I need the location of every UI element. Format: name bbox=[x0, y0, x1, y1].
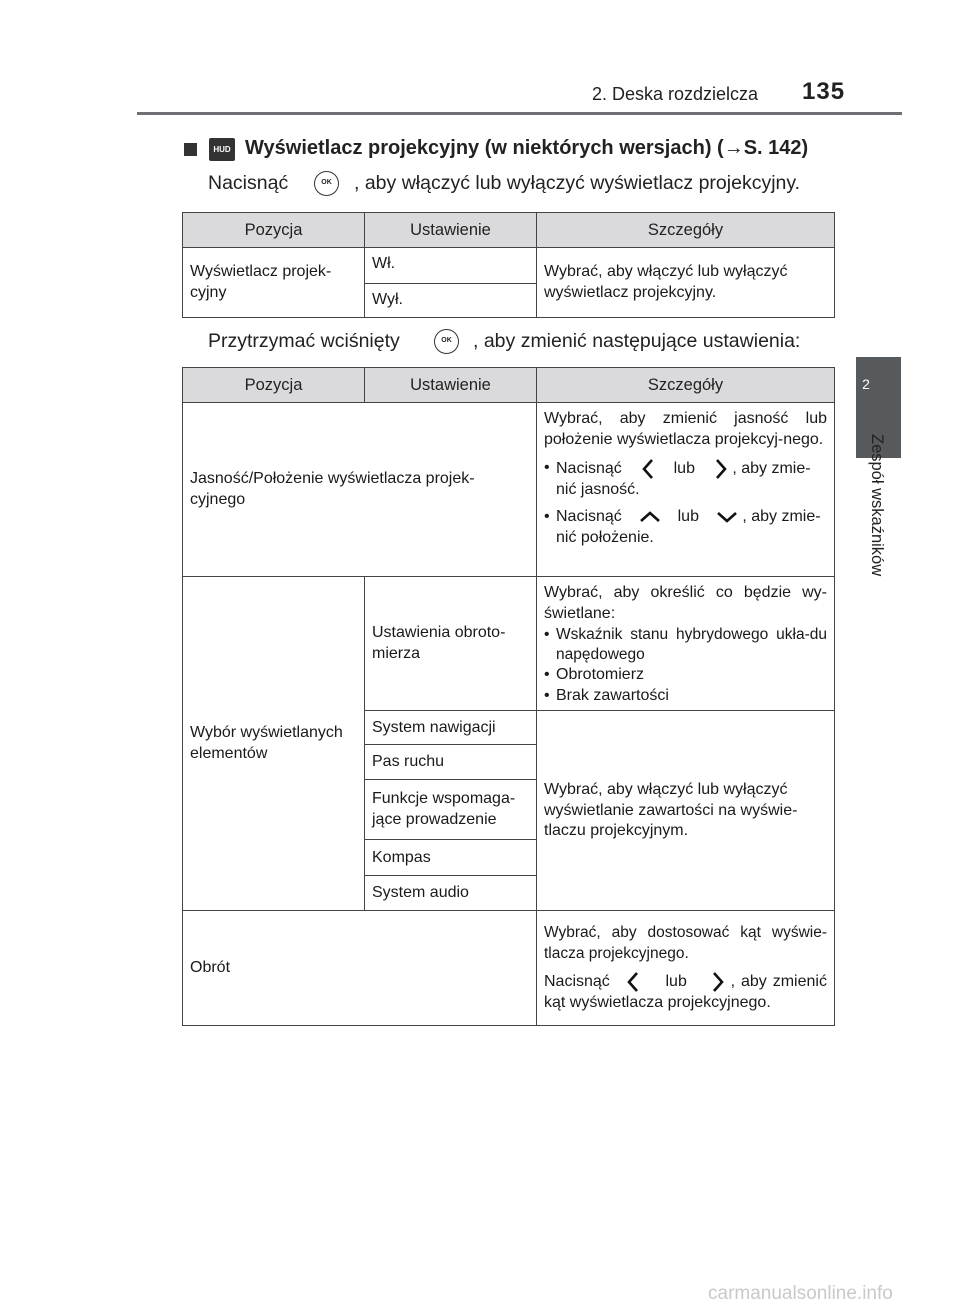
reference-arrow-icon: → bbox=[723, 137, 744, 159]
table2-header-ustawienie: Ustawienie bbox=[365, 368, 537, 403]
setting-lane: Pas ruchu bbox=[365, 745, 537, 780]
rotation-description: Wybrać, aby dostosować kąt wyświe-tlacza projekcyjnego. bbox=[544, 924, 827, 962]
position-press-label: Nacisnąć bbox=[556, 508, 622, 526]
setting-driving-support: Funkcje wspomaga-jące prowadzenie bbox=[365, 780, 537, 840]
display-elements-item: Wybór wyświetlanych elementów bbox=[183, 577, 365, 911]
rotation-details bbox=[537, 911, 835, 1026]
hud-icon: HUD bbox=[209, 138, 235, 161]
tachometer-details bbox=[537, 577, 835, 711]
rotation-item: Obrót bbox=[183, 911, 537, 1026]
intro-text-2-after: , aby zmienić następujące ustawienia: bbox=[473, 330, 801, 352]
intro-text-2-before: Przytrzymać wciśnięty bbox=[208, 330, 400, 352]
tachometer-option: • Obrotomierz bbox=[544, 665, 827, 686]
table1-header-szczegoly: Szczegóły bbox=[537, 213, 835, 248]
tachometer-option: • Wskaźnik stanu hybrydowego ukła-du napędowego bbox=[544, 625, 827, 665]
table1-item-line1: Wyświetlacz projek- bbox=[190, 262, 332, 280]
table1-item-cell bbox=[183, 248, 365, 318]
hud-settings-table bbox=[182, 367, 835, 1026]
brightness-press-label: Nacisnąć bbox=[556, 459, 622, 477]
brightness-position-details bbox=[537, 403, 835, 577]
tachometer-settings: Ustawienia obroto-mierza bbox=[365, 577, 537, 711]
tachometer-option-text: Brak zawartości bbox=[556, 686, 669, 704]
brightness-bullet: • Nacisnąć lub , aby zmie-nić jasność. bbox=[544, 458, 811, 498]
brightness-position-item-line1: Jasność/Położenie wyświetlacza projek- bbox=[190, 469, 475, 487]
hud-toggle-table bbox=[182, 212, 835, 318]
tachometer-option-text: Wskaźnik stanu hybrydowego ukła-du napędowego bbox=[556, 625, 827, 663]
table1-details: Wybrać, aby włączyć lub wyłączyć wyświetlacz projekcyjny. bbox=[537, 248, 835, 318]
intro-text-1-after: , aby włączyć lub wyłączyć wyświetlacz projekcyjny. bbox=[354, 172, 801, 194]
rotation-press-label: Nacisnąć bbox=[544, 972, 610, 990]
section-title-text: Wyświetlacz projekcyjny (w niektórych wersjach) ( bbox=[245, 137, 724, 159]
watermark: carmanualsonline.info bbox=[708, 1283, 893, 1304]
header-rule bbox=[137, 112, 902, 115]
ok-button-icon: OK bbox=[434, 329, 459, 354]
setting-navigation: System nawigacji bbox=[365, 711, 537, 745]
position-bullet: • Nacisnąć lub , aby zmie-nić położenie. bbox=[544, 508, 821, 547]
brightness-or-label: lub bbox=[673, 459, 695, 477]
brightness-position-description: Wybrać, aby zmienić jasność lub położenie wyświetlacza projekcyj-nego. bbox=[544, 410, 827, 448]
chevron-left-icon bbox=[641, 458, 655, 480]
setting-compass: Kompas bbox=[365, 840, 537, 876]
chapter-tab-number: 2 bbox=[862, 376, 870, 392]
section-page-ref: S. 142) bbox=[743, 137, 809, 159]
brightness-result-label: , aby zmie-nić jasność. bbox=[556, 459, 811, 498]
table1-header-ustawienie: Ustawienie bbox=[365, 213, 537, 248]
rotation-or-label: lub bbox=[665, 972, 687, 990]
table1-setting-on: Wł. bbox=[365, 248, 537, 284]
brightness-position-item bbox=[183, 403, 537, 577]
intro-text-1-before: Nacisnąć bbox=[208, 172, 289, 194]
chevron-left-icon bbox=[626, 971, 640, 993]
chevron-right-icon bbox=[714, 458, 728, 480]
setting-audio: System audio bbox=[365, 876, 537, 911]
position-result-label: , aby zmie-nić położenie. bbox=[556, 508, 821, 547]
chevron-down-icon bbox=[716, 510, 738, 524]
tachometer-details-intro: Wybrać, aby określić co będzie wy-świetlane: bbox=[544, 584, 827, 622]
chevron-right-icon bbox=[711, 971, 725, 993]
ok-button-icon: OK bbox=[314, 171, 339, 196]
section-bullet-icon bbox=[184, 143, 197, 156]
brightness-position-item-line2: cyjnego bbox=[190, 490, 246, 508]
table2-header-pozycja: Pozycja bbox=[183, 368, 365, 403]
table1-setting-off: Wył. bbox=[365, 284, 537, 318]
table1-item-line2: cyjny bbox=[190, 283, 227, 301]
rotation-instruction bbox=[544, 971, 827, 1014]
section-title bbox=[245, 137, 808, 160]
table2-header-szczegoly: Szczegóły bbox=[537, 368, 835, 403]
page-number: 135 bbox=[802, 78, 846, 105]
chapter-tab-label: Zespół wskaźników bbox=[868, 434, 886, 577]
rotation-result-label: , aby zmienić kąt wyświetlacza projekcyjnego. bbox=[544, 972, 827, 1011]
chevron-up-icon bbox=[639, 510, 661, 524]
table1-header-pozycja: Pozycja bbox=[183, 213, 365, 248]
running-header-section: 2. Deska rozdzielcza bbox=[592, 84, 759, 104]
tachometer-option-text: Obrotomierz bbox=[556, 665, 645, 683]
tachometer-option: • Brak zawartości bbox=[544, 686, 827, 707]
position-or-label: lub bbox=[677, 508, 699, 526]
content-toggle-details: Wybrać, aby włączyć lub wyłączyć wyświetlanie zawartości na wyświe-tlaczu projekcyjnym. bbox=[537, 711, 835, 911]
